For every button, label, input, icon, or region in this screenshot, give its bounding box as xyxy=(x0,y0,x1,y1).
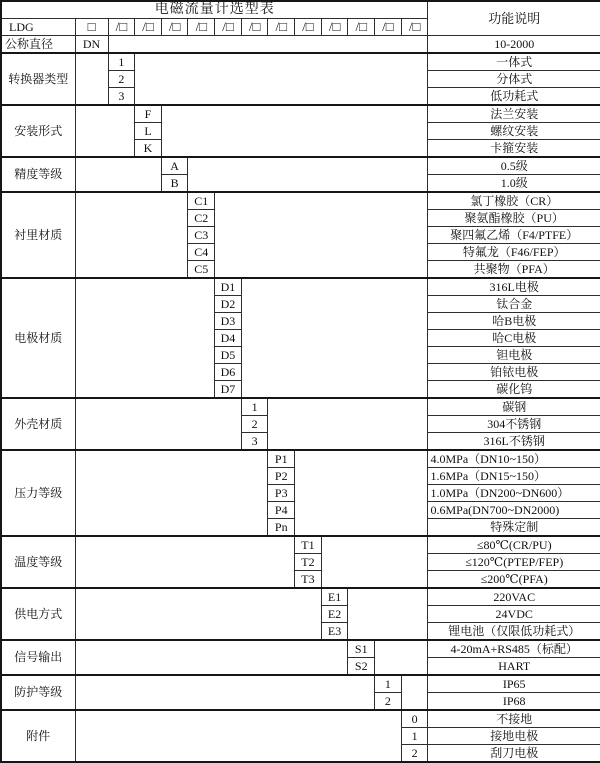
empty-spacer xyxy=(401,675,428,710)
option-code-protection-rating: 1 xyxy=(375,675,402,693)
option-row-accuracy-class xyxy=(1,157,600,175)
option-row-electrode-material xyxy=(1,278,600,296)
empty-spacer xyxy=(295,450,428,536)
option-code-electrode-material: D4 xyxy=(215,330,242,347)
group-label-power-supply: 供电方式 xyxy=(1,588,75,640)
title-row xyxy=(1,1,600,19)
option-desc-electrode-material: 钽电极 xyxy=(428,347,600,364)
option-desc-housing-material: 碳钢 xyxy=(428,398,600,416)
option-code-temperature-rating: T1 xyxy=(295,536,322,554)
empty-spacer xyxy=(75,192,188,278)
empty-spacer xyxy=(135,53,428,105)
empty-spacer xyxy=(268,398,428,450)
option-code-electrode-material: D2 xyxy=(215,296,242,313)
empty-spacer xyxy=(75,710,401,762)
option-desc-lining-material: 氯丁橡胶（CR） xyxy=(428,192,600,210)
option-code-pressure-rating: P1 xyxy=(268,450,295,468)
empty-spacer xyxy=(348,588,428,640)
model-slot-box: /□ xyxy=(108,19,135,36)
option-code-power-supply: E3 xyxy=(321,623,348,641)
option-code-pressure-rating: P3 xyxy=(268,485,295,502)
empty-spacer xyxy=(75,640,348,675)
option-desc-electrode-material: 钛合金 xyxy=(428,296,600,313)
option-desc-accessories: 不接地 xyxy=(428,710,600,728)
option-code-pressure-rating: P2 xyxy=(268,468,295,485)
group-label-accuracy-class: 精度等级 xyxy=(1,157,75,192)
option-desc-pressure-rating: 4.0MPa（DN10~150） xyxy=(428,450,600,468)
option-code-accuracy-class: A xyxy=(161,157,188,175)
function-column-header: 功能说明 xyxy=(428,1,600,36)
empty-spacer xyxy=(75,536,295,588)
group-label-installation-type: 安装形式 xyxy=(1,105,75,157)
option-desc-lining-material: 聚四氟乙烯（F4/PTFE） xyxy=(428,227,600,244)
option-desc-power-supply: 锂电池（仅限低功耗式） xyxy=(428,623,600,641)
option-desc-power-supply: 24VDC xyxy=(428,606,600,623)
option-code-accessories: 2 xyxy=(401,745,428,763)
model-slot-box: /□ xyxy=(321,19,348,36)
option-desc-pressure-rating: 特殊定制 xyxy=(428,519,600,537)
option-desc-converter-type: 低功耗式 xyxy=(428,88,600,106)
option-code-converter-type: 2 xyxy=(108,71,135,88)
option-row-converter-type xyxy=(1,53,600,71)
option-desc-accuracy-class: 0.5级 xyxy=(428,157,600,175)
option-row-installation-type xyxy=(1,105,600,123)
model-slot-box: /□ xyxy=(161,19,188,36)
empty-spacer xyxy=(188,157,428,192)
empty-spacer xyxy=(108,36,428,54)
group-label-signal-output: 信号输出 xyxy=(1,640,75,675)
option-code-lining-material: C5 xyxy=(188,261,215,279)
model-base-box: □ xyxy=(75,19,108,36)
empty-spacer xyxy=(75,450,268,536)
option-code-pressure-rating: P4 xyxy=(268,502,295,519)
option-desc-protection-rating: IP68 xyxy=(428,693,600,711)
option-code-power-supply: E1 xyxy=(321,588,348,606)
group-label-protection-rating: 防护等级 xyxy=(1,675,75,710)
option-desc-signal-output: HART xyxy=(428,658,600,676)
option-code-housing-material: 1 xyxy=(241,398,268,416)
group-label-accessories: 附件 xyxy=(1,710,75,762)
option-code-electrode-material: D6 xyxy=(215,364,242,381)
option-desc-installation-type: 卡箍安装 xyxy=(428,140,600,158)
option-row-pressure-rating xyxy=(1,450,600,468)
option-code-electrode-material: D3 xyxy=(215,313,242,330)
model-slot-box: /□ xyxy=(375,19,402,36)
option-code-installation-type: K xyxy=(135,140,162,158)
option-code-lining-material: C2 xyxy=(188,210,215,227)
option-code-lining-material: C4 xyxy=(188,244,215,261)
group-label-temperature-rating: 温度等级 xyxy=(1,536,75,588)
option-code-installation-type: F xyxy=(135,105,162,123)
model-slot-box: /□ xyxy=(348,19,375,36)
option-row-lining-material xyxy=(1,192,600,210)
option-code-pressure-rating: Pn xyxy=(268,519,295,537)
option-code-electrode-material: D1 xyxy=(215,278,242,296)
option-code-accessories: 0 xyxy=(401,710,428,728)
option-code-lining-material: C3 xyxy=(188,227,215,244)
option-desc-installation-type: 螺纹安装 xyxy=(428,123,600,140)
model-slot-box: /□ xyxy=(401,19,428,36)
empty-spacer xyxy=(75,278,215,398)
option-row-protection-rating xyxy=(1,675,600,693)
option-desc-electrode-material: 哈C电极 xyxy=(428,330,600,347)
group-label-converter-type: 转换器类型 xyxy=(1,53,75,105)
option-desc-lining-material: 特氟龙（F46/FEP） xyxy=(428,244,600,261)
option-code-temperature-rating: T3 xyxy=(295,571,322,589)
empty-spacer xyxy=(215,192,428,278)
option-code-electrode-material: D5 xyxy=(215,347,242,364)
option-desc-accessories: 刮刀电极 xyxy=(428,745,600,763)
model-slot-box: /□ xyxy=(295,19,322,36)
empty-spacer xyxy=(75,53,108,105)
option-desc-lining-material: 共聚物（PFA） xyxy=(428,261,600,279)
option-desc-converter-type: 一体式 xyxy=(428,53,600,71)
option-row-power-supply xyxy=(1,588,600,606)
option-code-temperature-rating: T2 xyxy=(295,554,322,571)
option-desc-electrode-material: 碳化钨 xyxy=(428,381,600,399)
empty-spacer xyxy=(161,105,428,157)
group-label-nominal-diameter: 公称直径 xyxy=(1,36,75,54)
option-code-accuracy-class: B xyxy=(161,175,188,193)
option-desc-accessories: 接地电极 xyxy=(428,728,600,745)
option-desc-pressure-rating: 0.6MPa(DN700~DN2000) xyxy=(428,502,600,519)
option-desc-power-supply: 220VAC xyxy=(428,588,600,606)
model-slot-box: /□ xyxy=(241,19,268,36)
empty-spacer xyxy=(75,588,321,640)
group-label-pressure-rating: 压力等级 xyxy=(1,450,75,536)
model-slot-box: /□ xyxy=(135,19,162,36)
option-code-power-supply: E2 xyxy=(321,606,348,623)
option-code-lining-material: C1 xyxy=(188,192,215,210)
option-code-signal-output: S1 xyxy=(348,640,375,658)
option-code-converter-type: 3 xyxy=(108,88,135,106)
model-slot-box: /□ xyxy=(268,19,295,36)
option-desc-temperature-rating: ≤80℃(CR/PU) xyxy=(428,536,600,554)
empty-spacer xyxy=(75,105,135,157)
option-row-housing-material xyxy=(1,398,600,416)
option-desc-protection-rating: IP65 xyxy=(428,675,600,693)
option-code-converter-type: 1 xyxy=(108,53,135,71)
option-desc-electrode-material: 铂铱电极 xyxy=(428,364,600,381)
option-desc-temperature-rating: ≤200℃(PFA) xyxy=(428,571,600,589)
option-desc-nominal-diameter: 10-2000 xyxy=(428,36,600,54)
model-slot-box: /□ xyxy=(215,19,242,36)
option-row-accessories xyxy=(1,710,600,728)
option-desc-accuracy-class: 1.0级 xyxy=(428,175,600,193)
option-row-signal-output xyxy=(1,640,600,658)
option-desc-pressure-rating: 1.0MPa（DN200~DN600） xyxy=(428,485,600,502)
empty-spacer xyxy=(321,536,428,588)
option-code-installation-type: L xyxy=(135,123,162,140)
option-desc-electrode-material: 316L电极 xyxy=(428,278,600,296)
option-desc-temperature-rating: ≤120℃(PTEP/FEP) xyxy=(428,554,600,571)
option-row-temperature-rating xyxy=(1,536,600,554)
model-prefix-code: LDG xyxy=(1,19,75,36)
option-code-protection-rating: 2 xyxy=(375,693,402,711)
option-desc-pressure-rating: 1.6MPa（DN15~150） xyxy=(428,468,600,485)
option-desc-electrode-material: 哈B电极 xyxy=(428,313,600,330)
option-code-housing-material: 2 xyxy=(241,416,268,433)
option-desc-housing-material: 316L不锈钢 xyxy=(428,433,600,451)
empty-spacer xyxy=(375,640,428,675)
group-label-housing-material: 外壳材质 xyxy=(1,398,75,450)
page-title: 电磁流量计选型表 xyxy=(1,1,428,19)
empty-spacer xyxy=(241,278,428,398)
empty-spacer xyxy=(75,398,241,450)
option-code-housing-material: 3 xyxy=(241,433,268,451)
option-code-accessories: 1 xyxy=(401,728,428,745)
option-code-electrode-material: D7 xyxy=(215,381,242,399)
model-slot-box: /□ xyxy=(188,19,215,36)
option-code-signal-output: S2 xyxy=(348,658,375,676)
option-desc-housing-material: 304不锈钢 xyxy=(428,416,600,433)
nominal-diameter-row xyxy=(1,36,600,54)
empty-spacer xyxy=(75,157,161,192)
group-label-lining-material: 衬里材质 xyxy=(1,192,75,278)
option-desc-lining-material: 聚氨酯橡胶（PU） xyxy=(428,210,600,227)
option-desc-signal-output: 4-20mA+RS485（标配） xyxy=(428,640,600,658)
option-desc-converter-type: 分体式 xyxy=(428,71,600,88)
group-label-electrode-material: 电极材质 xyxy=(1,278,75,398)
option-code-nominal-diameter: DN xyxy=(75,36,108,54)
option-desc-installation-type: 法兰安装 xyxy=(428,105,600,123)
empty-spacer xyxy=(75,675,375,710)
